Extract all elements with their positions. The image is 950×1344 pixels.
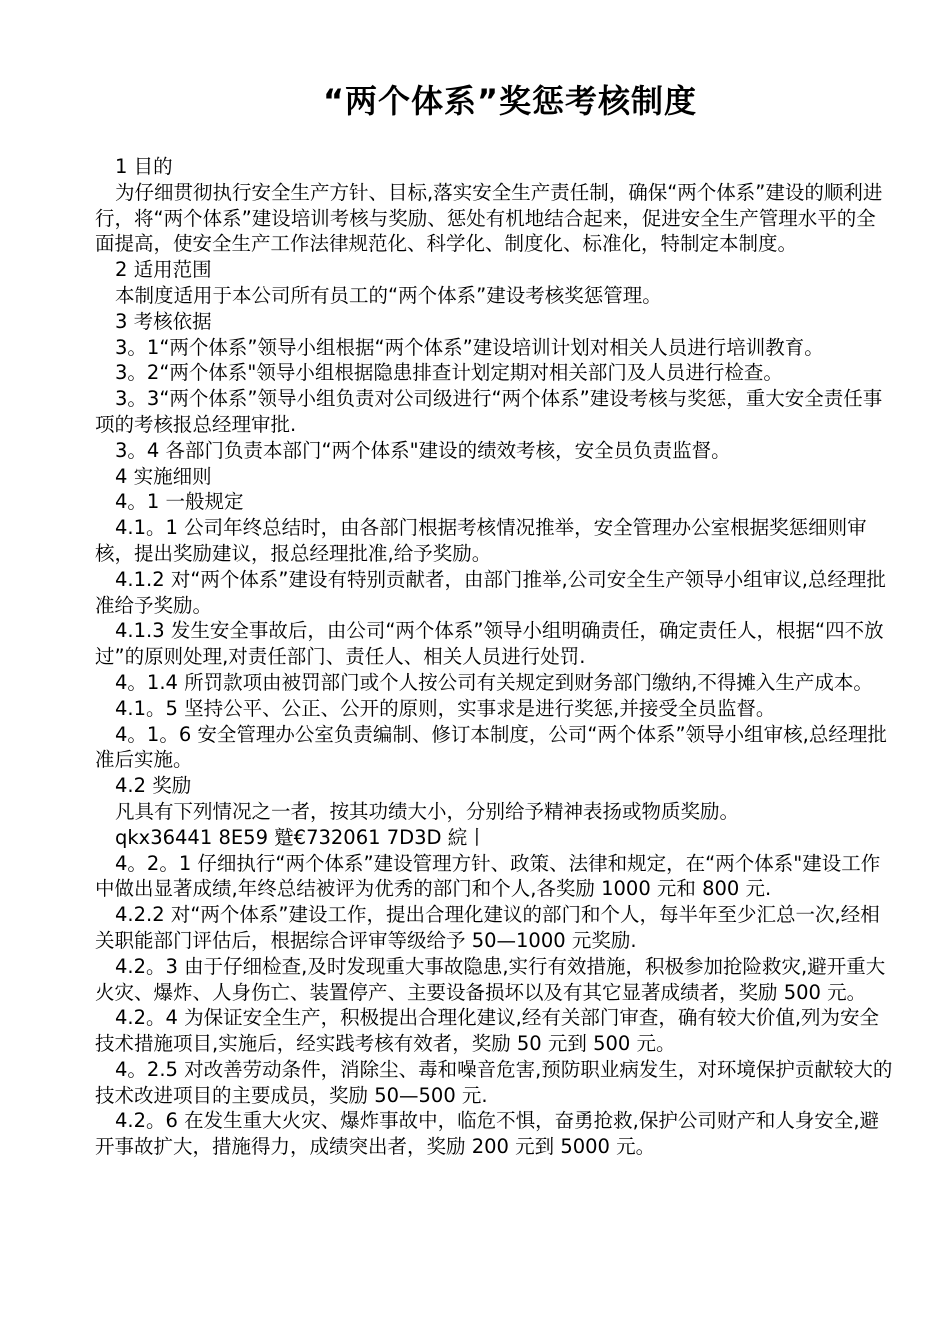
paragraph: 本制度适用于本公司所有员工的“两个体系”建设考核奖惩管理。 xyxy=(115,283,662,307)
paragraph: 4.1。5 坚持公平、公正、公开的原则，实事求是进行奖惩,并接受全员监督。 xyxy=(115,696,776,720)
section-heading-rules: 4 实施细则 xyxy=(115,464,212,488)
paragraph: 4.1.3 发生安全事故后，由公司“两个体系”领导小组明确责任，确定责任人，根据“四不放过”的原则处理,对责任部门、责任人、相关人员进行处罚. xyxy=(95,619,884,669)
paragraph: 3。3“两个体系”领导小组负责对公司级进行“两个体系”建设考核与奖惩，重大安全责任事项的考核报总经理审批. xyxy=(95,387,883,436)
paragraph: 4.2。6 在发生重大火灾、爆炸事故中，临危不惧，奋勇抢救,保护公司财产和人身安全,避开事故扩大，措施得力，成绩突出者，奖励 200 元到 5000 元。 xyxy=(95,1109,880,1159)
paragraph: 4.1。1 公司年终总结时，由各部门根据考核情况推举，安全管理办公室根据奖惩细则审核，提出奖励建议，报总经理批准,给予奖励。 xyxy=(95,516,867,565)
paragraph: 4。1。6 安全管理办公室负责编制、修订本制度，公司“两个体系”领导小组审核,总经理批准后实施。 xyxy=(95,722,887,772)
paragraph: 4.2。4 为保证安全生产，积极提出合理化建议,经有关部门审查，确有较大价值,列为安全技术措施项目,实施后，经实践考核有效者，奖励 50 元到 500 元。 xyxy=(95,1006,880,1056)
document-page xyxy=(95,68,895,1160)
paragraph: 4.2。3 由于仔细检查,及时发现重大事故隐患,实行有效措施，积极参加抢险救灾,避开重大火灾、爆炸、人身伤亡、装置停产、主要设备损坏以及有其它显著成绩者，奖励 500 元。 xyxy=(95,954,886,1004)
document-title: “两个体系”奖惩考核制度 xyxy=(322,82,698,120)
subsection-heading-rewards: 4.2 奖励 xyxy=(115,774,192,798)
paragraph: 3。1“两个体系”领导小组根据“两个体系”建设培训计划对相关人员进行培训教育。 xyxy=(115,335,824,359)
paragraph: 为仔细贯彻执行安全生产方针、目标,落实安全生产责任制，确保“两个体系”建设的顺利进行，将“两个体系”建设培训考核与奖励、惩处有机地结合起来，促进安全生产管理水平的全面提高，使安全生产工作法律规范化、科学化、制度化、标准化，特制定本制度。 xyxy=(95,180,883,256)
paragraph: 3。2“两个体系"领导小组根据隐患排查计划定期对相关部门及人员进行检查。 xyxy=(115,361,783,385)
subsection-heading-general: 4。1 一般规定 xyxy=(115,490,244,514)
paragraph: 3。4 各部门负责本部门“两个体系"建设的绩效考核，安全员负责监督。 xyxy=(115,438,731,462)
paragraph: 4。2.5 对改善劳动条件，消除尘、毒和噪音危害,预防职业病发生，对环境保护贡献较大的技术改进项目的主要成员，奖励 50—500 元. xyxy=(95,1057,893,1107)
paragraph: 4。1.4 所罚款项由被罚部门或个人按公司有关规定到财务部门缴纳,不得摊入生产成本。 xyxy=(115,670,873,694)
paragraph: 凡具有下列情况之一者，按其功绩大小，分别给予精神表扬或物质奖励。 xyxy=(115,799,740,823)
section-heading-scope: 2 适用范围 xyxy=(115,258,212,282)
paragraph: 4.1.2 对“两个体系”建设有特别贡献者，由部门推举,公司安全生产领导小组审议,总经理批准给予奖励。 xyxy=(95,567,886,617)
section-heading-basis: 3 考核依据 xyxy=(115,309,212,333)
section-heading-purpose: 1 目的 xyxy=(115,155,173,178)
paragraph: 4。2。1 仔细执行“两个体系”建设管理方针、政策、法律和规定，在“两个体系"建设工作中做出显著成绩,年终总结被评为优秀的部门和个人,各奖励 1000 元和 800 元. xyxy=(95,851,881,901)
document-body xyxy=(95,154,895,1160)
garbled-text-line: qkx36441 8E59 蹵€732061 7D3D 綄丨 xyxy=(115,825,487,849)
paragraph: 4.2.2 对“两个体系”建设工作，提出合理化建议的部门和个人，每半年至少汇总一次,经相关职能部门评估后，根据综合评审等级给予 50—1000 元奖励. xyxy=(95,903,880,952)
